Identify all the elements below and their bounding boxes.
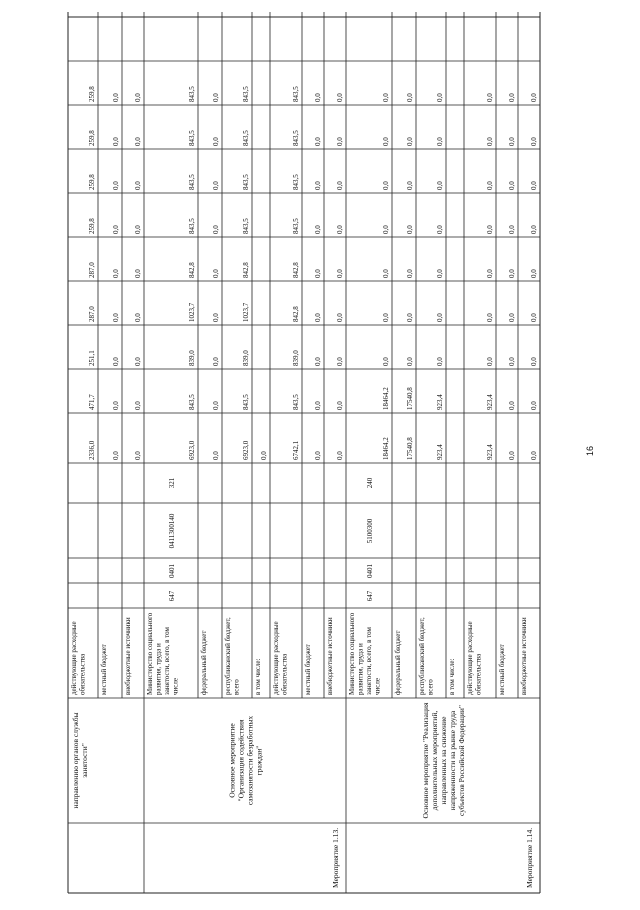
row-value: 0,0: [212, 137, 220, 146]
row-value: 843,5: [188, 218, 196, 234]
row-source: республиканский бюджет,: [418, 617, 426, 695]
row-value: 923,4: [436, 394, 444, 410]
row-source: всего: [232, 679, 241, 695]
row-value: 18464,2: [382, 387, 390, 410]
row-value: 259,8: [88, 86, 96, 102]
row-value: 0,0: [112, 357, 120, 366]
row-value: 0,0: [486, 357, 494, 366]
row-csr: 0411300140: [168, 513, 176, 549]
row-source: федеральный бюджет: [200, 630, 208, 695]
row-source: внебюджетные источники: [326, 617, 334, 695]
name-label: дополнительных мероприятий,: [430, 710, 439, 811]
row-value: 843,5: [188, 174, 196, 190]
row-value: 0,0: [260, 451, 268, 460]
row-value: 0,0: [530, 93, 538, 102]
row-value: 843,5: [188, 86, 196, 102]
row-value: 0,0: [530, 401, 538, 410]
row-value: 0,0: [530, 357, 538, 366]
row-value: 259,8: [88, 218, 96, 234]
row-value: 0,0: [336, 451, 344, 460]
row-value: 0,0: [382, 313, 390, 322]
row-value: 0,0: [112, 401, 120, 410]
row-value: 0,0: [314, 269, 322, 278]
row-value: 0,0: [382, 357, 390, 366]
row-value: 843,5: [292, 218, 300, 234]
row-value: 6923,0: [188, 440, 196, 460]
row-value: 0,0: [134, 357, 142, 366]
row-value: 17540,8: [406, 387, 414, 410]
row-value: 0,0: [212, 269, 220, 278]
row-source: местный бюджет: [498, 644, 506, 695]
row-value: 0,0: [336, 313, 344, 322]
name-label: занятости": [80, 743, 89, 778]
row-vr: 321: [168, 477, 176, 489]
row-value: 0,0: [508, 313, 516, 322]
row-value: 0,0: [314, 225, 322, 234]
row-value: 18464,2: [382, 437, 390, 460]
row-value: 0,0: [336, 137, 344, 146]
row-csr: 5100300: [366, 518, 374, 544]
row-value: 0,0: [436, 269, 444, 278]
row-value: 0,0: [134, 225, 142, 234]
row-value: 843,5: [242, 130, 250, 146]
row-value: 0,0: [486, 313, 494, 322]
row-value: 0,0: [314, 357, 322, 366]
row-value: 0,0: [406, 269, 414, 278]
row-value: 0,0: [314, 313, 322, 322]
row-value: 0,0: [134, 137, 142, 146]
row-value: 0,0: [508, 269, 516, 278]
row-value: 0,0: [530, 181, 538, 190]
row-value: 0,0: [112, 137, 120, 146]
row-source: действующие расходные: [272, 621, 280, 695]
row-value: 1023,7: [188, 302, 196, 322]
row-value: 0,0: [134, 401, 142, 410]
row-value: 0,0: [406, 137, 414, 146]
row-value: 0,0: [212, 93, 220, 102]
row-value: 843,5: [292, 174, 300, 190]
row-value: 0,0: [436, 93, 444, 102]
row-value: 0,0: [336, 181, 344, 190]
row-vr: 240: [366, 477, 374, 489]
row-value: 0,0: [406, 93, 414, 102]
row-value: 843,5: [188, 130, 196, 146]
row-value: 0,0: [436, 357, 444, 366]
row-value: 0,0: [406, 181, 414, 190]
row-value: 843,5: [242, 218, 250, 234]
row-value: 251,1: [88, 350, 96, 366]
row-value: 0,0: [212, 225, 220, 234]
row-value: 0,0: [486, 137, 494, 146]
name-label: "Организация содействия: [236, 719, 246, 802]
row-value: 0,0: [486, 93, 494, 102]
row-value: 0,0: [530, 137, 538, 146]
row-value: 0,0: [134, 93, 142, 102]
row-source: занятости, всего, в том: [163, 627, 171, 695]
row-value: 0,0: [212, 451, 220, 460]
row-value: 0,0: [112, 451, 120, 460]
row-value: 843,5: [292, 130, 300, 146]
row-value: 0,0: [336, 357, 344, 366]
row-value: 0,0: [314, 401, 322, 410]
row-value: 0,0: [508, 93, 516, 102]
row-value: 0,0: [508, 225, 516, 234]
row-value: 259,8: [88, 130, 96, 146]
row-value: 0,0: [112, 313, 120, 322]
row-value: 843,5: [242, 394, 250, 410]
row-source: числе: [373, 678, 382, 695]
row-value: 0,0: [436, 181, 444, 190]
row-value: 839,0: [292, 350, 300, 366]
row-value: 0,0: [112, 181, 120, 190]
row-rzpr: 0401: [366, 564, 374, 578]
row-value: 0,0: [382, 93, 390, 102]
row-value: 0,0: [530, 451, 538, 460]
row-value: 0,0: [486, 269, 494, 278]
row-value: 0,0: [212, 357, 220, 366]
row-value: 0,0: [336, 269, 344, 278]
row-value: 0,0: [336, 225, 344, 234]
row-value: 0,0: [382, 137, 390, 146]
row-value: 839,0: [188, 350, 196, 366]
row-value: 0,0: [212, 401, 220, 410]
name-label: Основное мероприятие "Реализация: [421, 702, 430, 819]
row-source: обязательства: [78, 653, 87, 695]
row-source: местный бюджет: [100, 644, 108, 695]
row-value: 923,4: [486, 444, 494, 460]
row-value: 0,0: [508, 451, 516, 460]
row-source: развития, труда и: [356, 643, 365, 695]
row-value: 0,0: [134, 181, 142, 190]
row-source: обязательства: [474, 653, 483, 695]
row-value: 287,0: [88, 262, 96, 278]
status-label: Мероприятие 1.14.: [525, 827, 534, 888]
row-value: 0,0: [508, 181, 516, 190]
row-value: 0,0: [436, 225, 444, 234]
row-value: 0,0: [134, 269, 142, 278]
row-value: 842,8: [292, 262, 300, 278]
row-value: 0,0: [314, 451, 322, 460]
row-grbs: 647: [168, 590, 176, 602]
row-value: 0,0: [112, 225, 120, 234]
row-value: 0,0: [530, 269, 538, 278]
row-value: 0,0: [336, 401, 344, 410]
status-label: Мероприятие 1.13.: [331, 827, 340, 888]
row-value: 843,5: [292, 86, 300, 102]
row-source: развития, труда и: [154, 643, 163, 695]
row-value: 0,0: [314, 93, 322, 102]
row-value: 843,5: [292, 394, 300, 410]
row-value: 17540,8: [406, 437, 414, 460]
page-number: 16: [585, 445, 596, 457]
row-value: 0,0: [530, 225, 538, 234]
row-value: 842,8: [242, 262, 250, 278]
row-value: 0,0: [314, 181, 322, 190]
row-source: действующие расходные: [466, 621, 474, 695]
row-value: 0,0: [406, 357, 414, 366]
row-source: в том числе:: [254, 658, 262, 695]
row-rzpr: 0401: [168, 564, 176, 578]
row-source: федеральный бюджет: [394, 630, 402, 695]
row-source: числе: [171, 678, 180, 695]
row-value: 0,0: [212, 181, 220, 190]
row-value: 839,0: [242, 350, 250, 366]
row-value: 0,0: [508, 357, 516, 366]
name-label: самозанятости безработных: [245, 715, 255, 806]
row-value: 0,0: [314, 137, 322, 146]
row-source: действующие расходные: [70, 621, 78, 695]
row-value: 843,5: [242, 86, 250, 102]
row-value: 0,0: [382, 225, 390, 234]
row-value: 0,0: [406, 225, 414, 234]
row-source: Министерство социального: [146, 612, 154, 695]
row-value: 923,4: [486, 394, 494, 410]
row-value: 0,0: [486, 225, 494, 234]
row-value: 923,4: [436, 444, 444, 460]
row-source: Министерство социального: [348, 612, 356, 695]
row-value: 0,0: [508, 137, 516, 146]
row-value: 0,0: [112, 93, 120, 102]
row-value: 843,5: [188, 394, 196, 410]
row-value: 842,8: [292, 306, 300, 322]
row-source: республиканский бюджет,: [224, 617, 232, 695]
row-value: 843,5: [242, 174, 250, 190]
name-label: Основное мероприятие: [227, 723, 237, 798]
row-source: внебюджетные источники: [124, 617, 132, 695]
row-value: 0,0: [530, 313, 538, 322]
row-value: 0,0: [134, 313, 142, 322]
row-value: 0,0: [436, 313, 444, 322]
row-source: внебюджетные источники: [520, 617, 528, 695]
row-value: 0,0: [486, 181, 494, 190]
row-source: местный бюджет: [304, 644, 312, 695]
row-value: 6742,1: [292, 440, 300, 460]
row-value: 0,0: [382, 269, 390, 278]
row-value: 0,0: [406, 313, 414, 322]
row-grbs: 647: [366, 590, 374, 602]
name-label: напряженности на рынке труда: [448, 710, 457, 811]
row-value: 0,0: [508, 401, 516, 410]
row-value: 842,8: [188, 262, 196, 278]
row-value: 471,7: [88, 394, 96, 410]
row-source: в том числе:: [448, 658, 456, 695]
name-label: граждан": [254, 745, 264, 776]
row-value: 0,0: [436, 137, 444, 146]
row-source: обязательства: [280, 653, 289, 695]
row-source: занятости, всего, в том: [365, 627, 373, 695]
row-source: всего: [426, 679, 435, 695]
row-value: 287,0: [88, 306, 96, 322]
name-label: направлению органов службы: [71, 712, 80, 809]
row-value: 2336,0: [88, 440, 96, 460]
row-value: 0,0: [336, 93, 344, 102]
row-value: 0,0: [382, 181, 390, 190]
row-value: 0,0: [212, 313, 220, 322]
name-label: направленных на снижение: [439, 716, 448, 805]
row-value: 6923,0: [242, 440, 250, 460]
name-label: субъектов Российской Федерации": [457, 705, 466, 816]
row-value: 0,0: [134, 451, 142, 460]
row-value: 1023,7: [242, 302, 250, 322]
row-value: 259,8: [88, 174, 96, 190]
row-value: 0,0: [112, 269, 120, 278]
